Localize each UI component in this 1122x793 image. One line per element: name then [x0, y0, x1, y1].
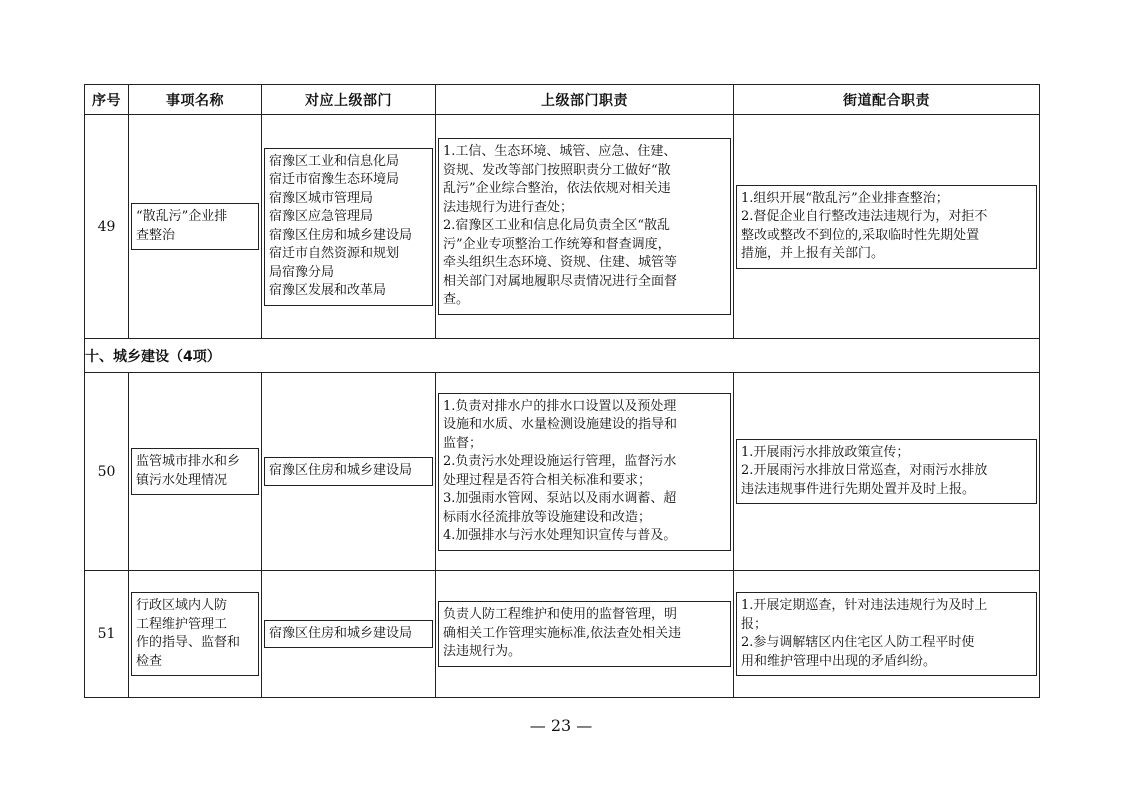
dept-cell	[262, 115, 436, 339]
row-number: 50	[85, 373, 129, 571]
text-line: 宿迁市自然资源和规划	[269, 246, 400, 261]
text-line: 宿豫区住房和城乡建设局	[269, 625, 413, 641]
upper-duties-cell	[436, 571, 734, 698]
text-line: 负责人防工程维护和使用的监督管理，明	[443, 607, 678, 623]
text-line: 1.组织开展“散乱污”企业排查整治；	[741, 190, 949, 206]
text-line: 宿豫区发展和改革局	[269, 283, 387, 298]
street-duties-cell	[734, 373, 1040, 571]
text-line: 1.负责对排水户的排水口设置以及预处理	[443, 398, 677, 414]
text-line: 宿豫区住房和城乡建设局	[269, 227, 413, 243]
text-line: 查。	[443, 292, 470, 308]
header-upper-duties: 上级部门职责	[436, 85, 734, 115]
text-line: 1.开展雨污水排放政策宣传；	[741, 444, 910, 460]
text-line: 宿豫区城市管理局	[269, 190, 374, 206]
text-line: 镇污水处理情况	[136, 472, 228, 488]
text-line: 2.负责污水处理设施运行管理，监督污水	[443, 454, 677, 469]
header-seq: 序号	[85, 85, 129, 115]
text-line: 工程维护管理工	[136, 616, 228, 632]
header-street-duties: 街道配合职责	[734, 85, 1040, 115]
text-line: 标雨水径流排放等设施建设和改造；	[443, 509, 652, 525]
text-line: 检查	[136, 653, 163, 669]
table-row	[85, 571, 1040, 698]
item-name	[131, 203, 259, 250]
dept-cell	[262, 571, 436, 698]
text-line: 相关部门对属地履职尽责情况进行全面督	[443, 273, 678, 289]
item-name	[131, 592, 259, 676]
responsibility-table	[84, 84, 1040, 698]
item-name-cell	[129, 571, 262, 698]
text-line: “散乱污”企业排	[136, 209, 228, 224]
street-duties	[736, 439, 1037, 505]
text-line: 处理过程是否符合相关标准和要求；	[443, 472, 652, 488]
text-line: 法违规行为。	[443, 644, 522, 660]
text-line: 局宿豫分局	[269, 264, 335, 280]
item-name-cell	[129, 115, 262, 339]
text-line: 整改或整改不到位的,采取临时性先期处置	[741, 227, 980, 243]
text-line: 措施，并上报有关部门。	[741, 246, 885, 261]
text-line: 2.开展雨污水排放日常巡查，对雨污水排放	[741, 463, 988, 479]
text-line: 1.工信、生态环境、城管、应急、住建、	[443, 144, 677, 160]
street-duties-cell	[734, 571, 1040, 698]
text-line: 2.督促企业自行整改违法违规行为，对拒不	[741, 209, 988, 224]
section-row	[85, 339, 1040, 373]
header-item-name: 事项名称	[129, 85, 262, 115]
table-header-row	[85, 85, 1040, 115]
text-line: 查整治	[136, 227, 176, 243]
dept-cell	[262, 373, 436, 571]
text-line: 牵头组织生态环境、资规、住建、城管等	[443, 255, 678, 271]
upper-duties	[438, 138, 731, 315]
text-line: 报；	[741, 616, 768, 632]
text-line: 4.加强排水与污水处理知识宣传与普及。	[443, 528, 677, 543]
item-name-cell	[129, 373, 262, 571]
upper-duties	[438, 601, 731, 667]
text-line: 乱污”企业综合整治，依法依规对相关违	[443, 181, 671, 197]
text-line: 宿豫区应急管理局	[269, 209, 374, 224]
street-duties-cell	[734, 115, 1040, 339]
text-line: 监管城市排水和乡	[136, 454, 241, 469]
text-line: 宿豫区工业和信息化局	[269, 153, 400, 169]
text-line: 3.加强雨水管网、泵站以及雨水调蓄、超	[443, 491, 677, 506]
text-line: 违法违规事件进行先期处置并及时上报。	[741, 481, 976, 497]
text-line: 宿迁市宿豫生态环境局	[269, 172, 400, 187]
text-line: 2.参与调解辖区内住宅区人防工程平时使	[741, 635, 975, 650]
text-line: 行政区域内人防	[136, 598, 228, 613]
section-title: 十、城乡建设（4项）	[85, 339, 1040, 373]
item-name	[131, 448, 259, 495]
dept-list	[264, 620, 433, 649]
text-line: 污”企业专项整治工作统筹和督查调度，	[443, 236, 671, 252]
street-duties	[736, 592, 1037, 676]
table-row	[85, 373, 1040, 571]
dept-list	[264, 148, 433, 306]
text-line: 法违规行为进行查处；	[443, 199, 574, 215]
text-line: 监督；	[443, 435, 483, 451]
text-line: 设施和水质、水量检测设施建设的指导和	[443, 417, 678, 432]
text-line: 资规、发改等部门按照职责分工做好“散	[443, 162, 671, 178]
upper-duties-cell	[436, 373, 734, 571]
text-line: 宿豫区住房和城乡建设局	[269, 463, 413, 479]
upper-duties	[438, 393, 731, 551]
row-number: 51	[85, 571, 129, 698]
row-number: 49	[85, 115, 129, 339]
text-line: 2.宿豫区工业和信息化局负责全区“散乱	[443, 218, 671, 234]
street-duties	[736, 185, 1037, 269]
text-line: 确相关工作管理实施标准,依法查处相关违	[443, 625, 682, 641]
dept-list	[264, 457, 433, 486]
upper-duties-cell	[436, 115, 734, 339]
table-row	[85, 115, 1040, 339]
text-line: 1.开展定期巡查，针对违法违规行为及时上	[741, 598, 988, 613]
text-line: 作的指导、监督和	[136, 635, 241, 650]
text-line: 用和维护管理中出现的矛盾纠纷。	[741, 653, 937, 669]
page-number: — 23 —	[529, 716, 593, 735]
header-upper-dept: 对应上级部门	[262, 85, 436, 115]
